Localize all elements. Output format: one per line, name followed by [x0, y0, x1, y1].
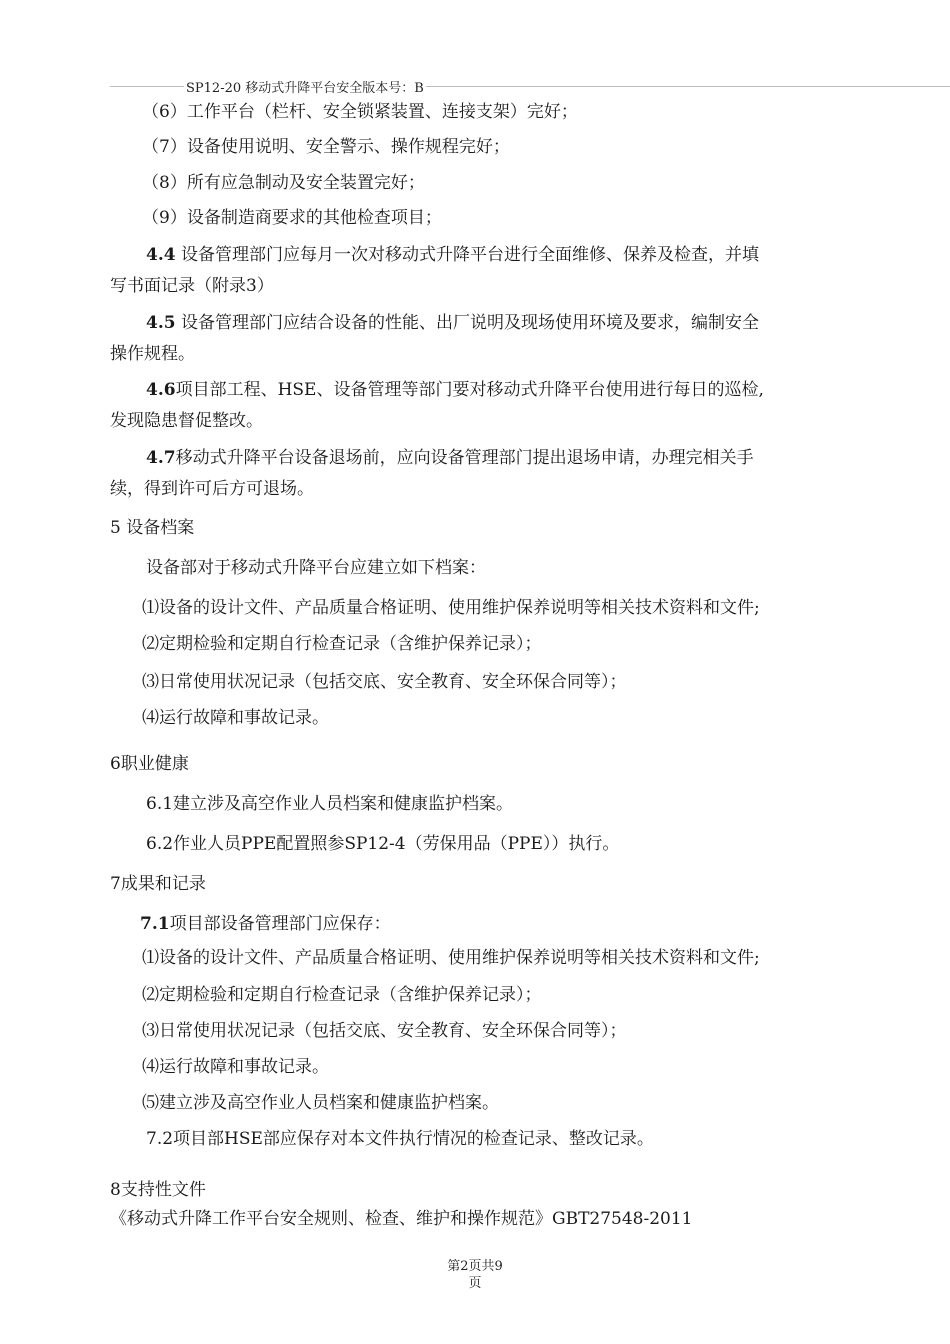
para-7-2: 7.2项目部HSE部应保存对本文件执行情况的检查记录、整改记录。	[146, 1129, 654, 1149]
section-5-list-item: ⑵定期检验和定期自行检查记录（含维护保养记录）；	[142, 634, 542, 654]
para-7-1-number: 7.1	[140, 914, 170, 934]
para-4-5-line2: 操作规程。	[110, 344, 195, 364]
para-4-5-text: 设备管理部门应结合设备的性能、出厂说明及现场使用环境及要求，编制安全	[175, 313, 759, 333]
section-7-list-item: ⑷运行故障和事故记录。	[142, 1057, 329, 1077]
para-4-5-number: 4.5	[146, 313, 176, 333]
para-4-7-line2: 续，得到许可后方可退场。	[110, 479, 314, 499]
section-7-heading: 7成果和记录	[110, 874, 206, 894]
section-5-list-item: ⑷运行故障和事故记录。	[142, 708, 329, 728]
para-7-1-text: 项目部设备管理部门应保存：	[169, 914, 391, 934]
section-5-list-item: ⑶日常使用状况记录（包括交底、安全教育、安全环保合同等）；	[142, 672, 627, 692]
section-7-list-item: ⑸建立涉及高空作业人员档案和健康监护档案。	[142, 1093, 499, 1113]
para-7-1	[140, 912, 391, 936]
footer-page-number: 第2页共9	[447, 1259, 503, 1274]
para-4-7-line1	[146, 446, 754, 470]
para-4-4-line1	[146, 243, 759, 267]
item-7: （7）设备使用说明、安全警示、操作规程完好；	[142, 137, 510, 157]
para-4-5-line1	[146, 311, 759, 335]
item-8: （8）所有应急制动及安全装置完好；	[142, 173, 425, 193]
para-4-6-line1	[146, 378, 764, 402]
para-4-7-number: 4.7	[146, 448, 176, 468]
para-4-6-line2: 发现隐患督促整改。	[110, 411, 263, 431]
item-6: （6）工作平台（栏杆、安全锁紧装置、连接支架）完好；	[142, 102, 578, 122]
section-7-list-item: ⑵定期检验和定期自行检查记录（含维护保养记录）；	[142, 985, 542, 1005]
para-4-4-text: 设备管理部门应每月一次对移动式升降平台进行全面维修、保养及检查，并填	[175, 245, 759, 265]
para-4-4-number: 4.4	[146, 245, 176, 265]
para-4-6-text: 项目部工程、HSE、设备管理等部门要对移动式升降平台使用进行每日的巡检,	[175, 380, 764, 400]
section-8-reference: 《移动式升降工作平台安全规则、检查、维护和操作规范》GBT27548-2011	[110, 1209, 693, 1229]
footer-page-number-cont: 页	[468, 1276, 482, 1291]
section-5-intro: 设备部对于移动式升降平台应建立如下档案：	[146, 558, 486, 578]
item-9: （9）设备制造商要求的其他检查项目；	[142, 208, 442, 228]
section-8-heading: 8支持性文件	[110, 1180, 206, 1200]
section-6-heading: 6职业健康	[110, 754, 189, 774]
section-7-list-item: ⑶日常使用状况记录（包括交底、安全教育、安全环保合同等）；	[142, 1021, 627, 1041]
section-5-heading: 5 设备档案	[110, 518, 195, 538]
para-6-1: 6.1建立涉及高空作业人员档案和健康监护档案。	[146, 794, 514, 814]
para-4-4-line2: 写书面记录（附录3）	[110, 276, 274, 296]
para-4-6-number: 4.6	[146, 380, 176, 400]
section-5-list-item: ⑴设备的设计文件、产品质量合格证明、使用维护保养说明等相关技术资料和文件;	[142, 598, 760, 618]
para-4-7-text: 移动式升降平台设备退场前，应向设备管理部门提出退场申请，办理完相关手	[175, 448, 754, 468]
header-doc-info: SP12-20 移动式升降平台安全版本号：B	[184, 77, 426, 96]
section-7-list-item: ⑴设备的设计文件、产品质量合格证明、使用维护保养说明等相关技术资料和文件;	[142, 948, 760, 968]
para-6-2: 6.2作业人员PPE配置照参SP12-4（劳保用品（PPE））执行。	[146, 834, 620, 854]
